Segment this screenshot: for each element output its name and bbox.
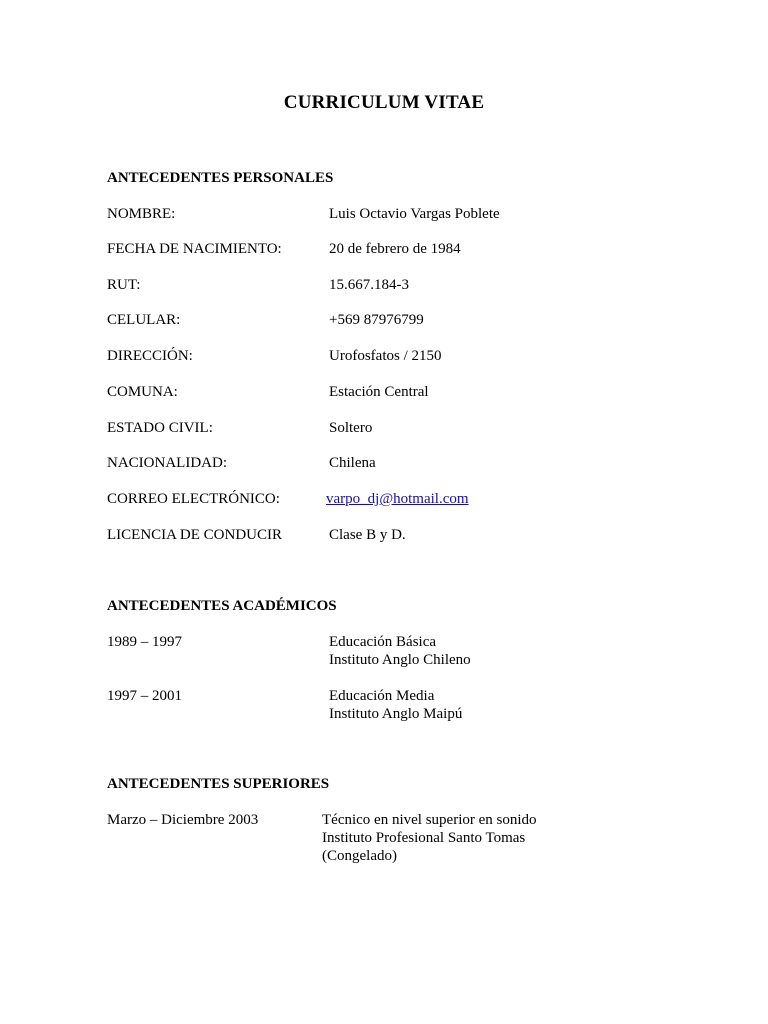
field-label: CELULAR: — [107, 312, 181, 328]
field-label: DIRECCIÓN: — [107, 348, 193, 364]
entry-details — [322, 811, 537, 865]
entry-period: Marzo – Diciembre 2003 — [107, 812, 259, 828]
entry-line: Técnico en nivel superior en sonido — [322, 812, 537, 828]
field-value: 20 de febrero de 1984 — [329, 241, 461, 257]
entry-line: Instituto Profesional Santo Tomas — [322, 830, 526, 846]
field-value: Urofosfatos / 2150 — [329, 348, 442, 364]
field-label: NOMBRE: — [107, 206, 176, 222]
entry-line: Instituto Anglo Maipú — [329, 706, 463, 722]
field-label: COMUNA: — [107, 384, 178, 400]
field-label: NACIONALIDAD: — [107, 455, 227, 471]
field-value: Chilena — [329, 455, 376, 471]
entry-line: (Congelado) — [322, 848, 397, 864]
field-value: Luis Octavio Vargas Poblete — [329, 206, 500, 222]
email-link-wrapper — [326, 490, 469, 508]
field-label: LICENCIA DE CONDUCIR — [107, 527, 282, 543]
entry-line: Instituto Anglo Chileno — [329, 652, 471, 668]
field-value: Estación Central — [329, 384, 429, 400]
section-heading-academic: ANTECEDENTES ACADÉMICOS — [107, 598, 337, 614]
field-value: Soltero — [329, 420, 373, 436]
section-heading-personal: ANTECEDENTES PERSONALES — [107, 170, 334, 186]
section-heading-higher: ANTECEDENTES SUPERIORES — [107, 776, 330, 792]
entry-period: 1997 – 2001 — [107, 688, 182, 704]
entry-line: Educación Media — [329, 688, 435, 704]
entry-details — [329, 687, 462, 723]
entry-period: 1989 – 1997 — [107, 634, 182, 650]
field-value: 15.667.184-3 — [329, 277, 409, 293]
field-label: CORREO ELECTRÓNICO: — [107, 491, 280, 507]
field-label: ESTADO CIVIL: — [107, 420, 213, 436]
entry-line: Educación Básica — [329, 634, 437, 650]
email-link[interactable]: varpo_dj@hotmail.com — [326, 491, 469, 507]
field-value: +569 87976799 — [329, 312, 424, 328]
field-label: RUT: — [107, 277, 141, 293]
field-value: Clase B y D. — [329, 527, 406, 543]
page-title: CURRICULUM VITAE — [283, 92, 485, 113]
field-label: FECHA DE NACIMIENTO: — [107, 241, 282, 257]
entry-details — [329, 633, 471, 669]
